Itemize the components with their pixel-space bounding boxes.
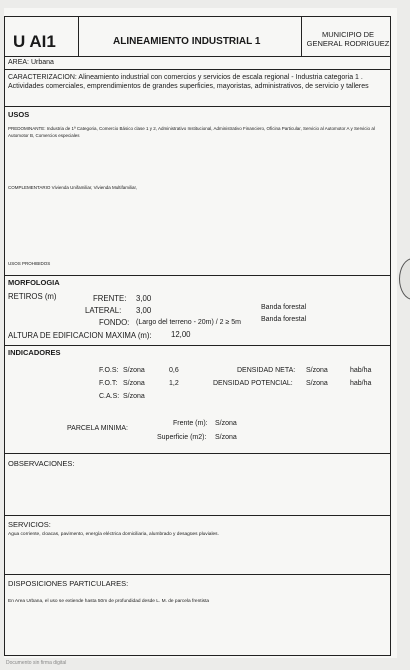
banda-forestal-1: Banda forestal: [261, 304, 307, 311]
header-rule: [5, 56, 390, 57]
zone-code: U AI1: [13, 32, 56, 51]
header-divider-right: [301, 17, 302, 56]
altura-value: 12,00: [171, 330, 191, 339]
municipality-line-1: MUNICIPIO DE: [321, 30, 375, 39]
lateral-label: LATERAL:: [85, 306, 122, 315]
servicios-rule: [5, 574, 390, 575]
header-divider-left: [78, 17, 79, 56]
fos-zone: S/zona: [123, 367, 145, 374]
parcela-minima-label: PARCELA MINIMA:: [67, 425, 128, 432]
disposiciones-title: DISPOSICIONES PARTICULARES:: [8, 579, 129, 588]
parcela-superficie-label: Superficie (m2):: [157, 434, 207, 441]
retiros-label: RETIROS (m): [8, 292, 57, 301]
indicadores-title: INDICADORES: [8, 348, 61, 357]
banda-forestal-2: Banda forestal: [261, 316, 307, 323]
municipality-line-2: GENERAL RODRIGUEZ: [306, 39, 390, 48]
densidad-neta-zone: S/zona: [306, 367, 328, 374]
parcela-superficie-value: S/zona: [215, 434, 237, 441]
document-sheet: [4, 8, 397, 658]
fos-label: F.O.S:: [99, 367, 119, 374]
fondo-value: (Largo del terreno - 20m) / 2 ≥ 5m: [136, 319, 241, 326]
frente-label: FRENTE:: [93, 294, 127, 303]
zone-title: ALINEAMIENTO INDUSTRIAL 1: [113, 36, 261, 47]
densidad-neta-label: DENSIDAD NETA:: [237, 367, 296, 374]
servicios-text: Agua corriente, cloacas, pavimento, energía eléctrica domiciliaria, alumbrado y desagües pluviales.: [8, 532, 219, 537]
zoning-sheet-frame: [4, 16, 391, 656]
frente-value: 3,00: [136, 294, 152, 303]
fos-value: 0,6: [169, 367, 179, 374]
densidad-potencial-unit: hab/ha: [350, 380, 372, 387]
altura-label: ALTURA DE EDIFICACION MAXIMA (m):: [8, 331, 152, 340]
usos-rule: [5, 275, 390, 276]
disposiciones-text: En Area Urbana, el uso se extiende hasta 50m de profundidad desde L. M. de parcela frentista: [8, 599, 210, 604]
municipality-label: [305, 30, 391, 48]
caracterizacion-rule: [5, 106, 390, 107]
caracterizacion-text: CARACTERIZACION: Alineamiento industrial con comercios y servicios de escala regional - Industria categoria 1 . Actividades comerciales, emprendimientos de grandes superficies, mayoristas, administrativos, de servicio y talleres: [8, 74, 369, 90]
lateral-value: 3,00: [136, 306, 152, 315]
parcela-frente-value: S/zona: [215, 420, 237, 427]
fot-value: 1,2: [169, 380, 179, 387]
usos-title: USOS: [8, 110, 30, 119]
cas-label: C.A.S:: [99, 393, 120, 400]
parcela-frente-label: Frente (m):: [173, 420, 208, 427]
fot-zone: S/zona: [123, 380, 145, 387]
cas-zone: S/zona: [123, 393, 145, 400]
usos-predominante: PREDOMINANTE: Industria de 1ª Categoria, Comercio Básico clase 1 y 2, Administrativo Institucional, Administrativo Financiero, Oficina Particular, Servicio al Automotor A y Servicio al Automotor B, Comercios especiales: [8, 126, 375, 138]
fot-label: F.O.T:: [99, 380, 118, 387]
observaciones-title: OBSERVACIONES:: [8, 459, 75, 468]
densidad-potencial-label: DENSIDAD POTENCIAL:: [213, 380, 293, 387]
area-rule: [5, 69, 390, 70]
usos-prohibidos: USOS PROHIBIDOS: [8, 261, 51, 266]
indicadores-rule: [5, 453, 390, 454]
densidad-neta-unit: hab/ha: [350, 367, 372, 374]
servicios-title: SERVICIOS:: [8, 520, 51, 529]
morfologia-rule: [5, 345, 390, 346]
observaciones-rule: [5, 515, 390, 516]
footer-note: Documento sin firma digital: [6, 660, 67, 666]
densidad-potencial-zone: S/zona: [306, 380, 328, 387]
fondo-label: FONDO:: [99, 318, 130, 327]
seal-stamp: [399, 258, 410, 300]
usos-complementario: COMPLEMENTARIO Vivienda Unifamiliar, Vivienda Multifamiliar,: [8, 185, 138, 190]
morfologia-title: MORFOLOGIA: [8, 278, 60, 287]
area-text: AREA: Urbana: [8, 59, 54, 66]
